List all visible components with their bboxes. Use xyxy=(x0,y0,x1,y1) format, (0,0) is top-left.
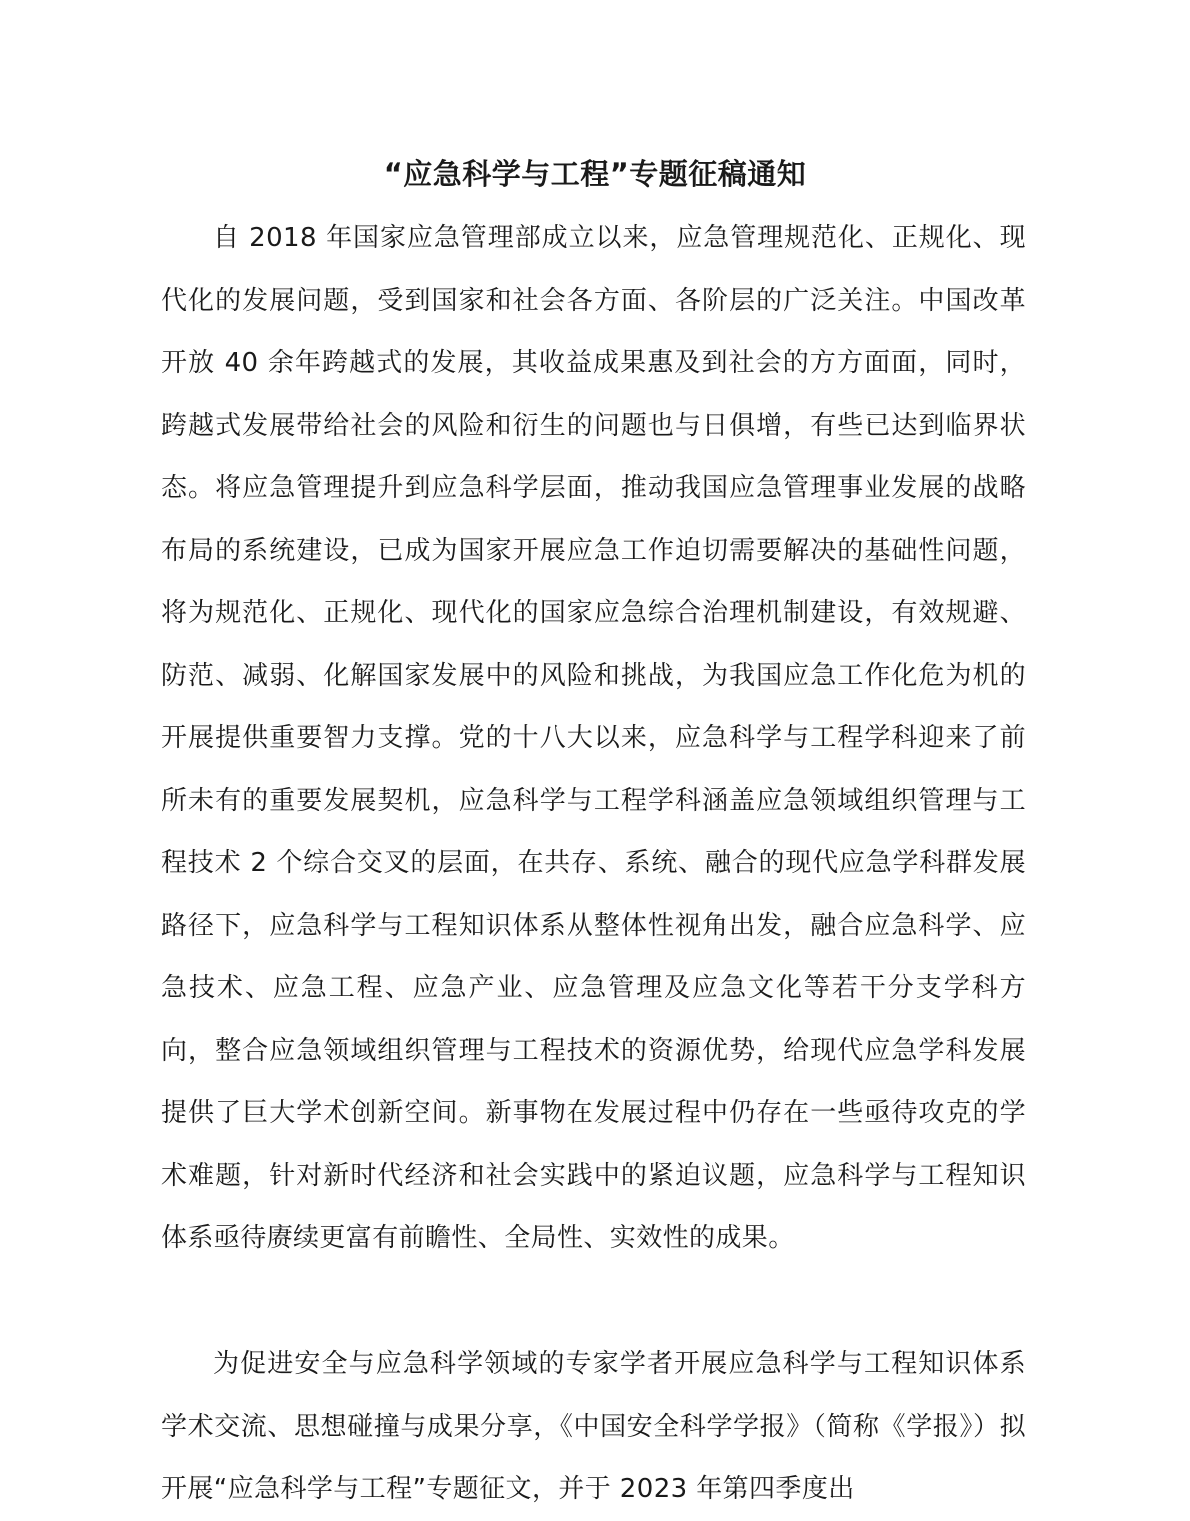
document-title: “应急科学与工程”专题征稿通知 xyxy=(383,157,807,191)
paragraph-text: 为促进安全与应急科学领域的专家学者开展应急科学与工程知识体系学术交流、思想碰撞与成果分享，《中国安全科学学报》（简称《学报》）拟开展“应急科学与工程”专题征文，并于 2023 年第四季度出 xyxy=(161,1349,1026,1504)
paragraph-text: 自 2018 年国家应急管理部成立以来，应急管理规范化、正规化、现代化的发展问题，受到国家和社会各方面、各阶层的广泛关注。中国改革开放 40 余年跨越式的发展，其收益成果惠及到社会的方方面面，同时，跨越式发展带给社会的风险和衍生的问题也与日俱增，有些已达到临界状态。将应急管理提升到应急科学层面，推动我国应急管理事业发展的战略布局的系统建设，已成为国家开展应急工作迫切需要解决的基础性问题，将为规范化、正规化、现代化的国家应急综合治理机制建设，有效规避、防范、减弱、化解国家发展中的风险和挑战，为我国应急工作化危为机的开展提供重要智力支撑。党的十八大以来，应急科学与工程学科迎来了前所未有的重要发展契机，应急科学与工程学科涵盖应急领域组织管理与工程技术 2 个综合交叉的层面，在共存、系统、融合的现代应急学科群发展路径下，应急科学与工程知识体系从整体性视角出发，融合应急科学、应急技术、应急工程、应急产业、应急管理及应急文化等若干分支学科方向，整合应急领域组织管理与工程技术的资源优势，给现代应急学科发展提供了巨大学术创新空间。新事物在发展过程中仍存在一些亟待攻克的学术难题，针对新时代经济和社会实践中的紧迫议题，应急科学与工程知识体系亟待赓续更富有前瞻性、全局性、实效性的成果。 xyxy=(161,223,1026,1253)
body-paragraph-1 xyxy=(161,207,1026,1270)
body-paragraph-2 xyxy=(161,1333,1026,1521)
